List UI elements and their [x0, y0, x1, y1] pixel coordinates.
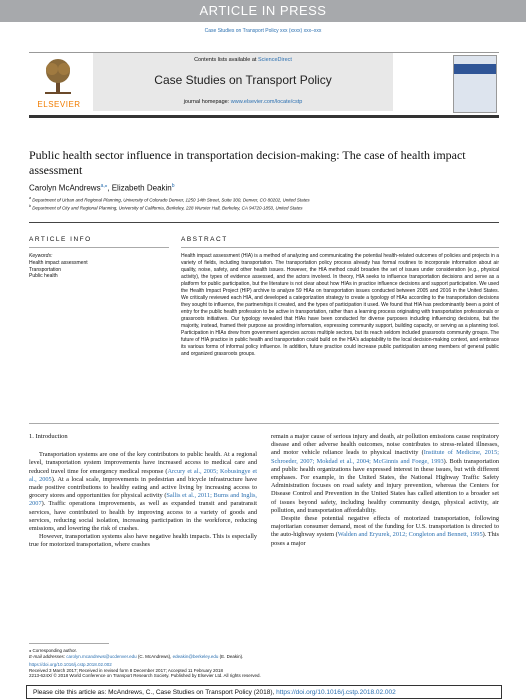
affiliation-text: Department of Urban and Regional Planning, University of Colorado Denver, 1250 14th Street, Suite 300, Denver, CO 80202, United States — [32, 197, 310, 203]
body-paragraph — [271, 515, 499, 548]
body-paragraph — [29, 451, 257, 533]
article-title: Public health sector influence in transportation decision-making: The case of health impact assessment — [29, 148, 466, 177]
header-divider — [29, 222, 499, 223]
author-list — [29, 183, 175, 193]
footnotes — [29, 648, 499, 679]
journal-masthead — [29, 52, 499, 118]
abstract-rule — [181, 247, 499, 248]
citation-link[interactable]: Arcury et al., 2005; Kobusingye et al., 2005 — [29, 467, 257, 483]
paragraph-text: remain a major cause of serious injury and death, air pollution emissions cause respiratory disease and other adverse health outcomes, noise contributes to stress-related illnesses, and motor vehicle reliance leads to physical inactivity ( — [271, 433, 499, 457]
elsevier-tree-icon — [43, 57, 73, 95]
keyword: Public health — [29, 273, 58, 279]
author-separator: , — [107, 183, 112, 193]
left-column-text — [29, 451, 257, 549]
abstract-heading: ABSTRACT — [181, 236, 228, 243]
cover-band — [454, 64, 496, 74]
affiliation — [29, 196, 499, 203]
contents-prefix: Contents lists available at — [194, 57, 257, 63]
publisher-name: ELSEVIER — [37, 100, 81, 109]
abstract-bottom-rule — [29, 423, 499, 424]
paragraph-text: Despite these potential negative effects of motorized transportation, following majoritarian consumer demand, most of the funding for U.S. transportation is directed to the auto-highway system ( — [271, 515, 499, 539]
email-label: E-mail addresses: — [29, 653, 66, 659]
email-link[interactable]: carolyn.mcandrews@ucdenver.edu — [66, 653, 137, 659]
author-name[interactable]: Carolyn McAndrews — [29, 183, 101, 193]
corresponding-author-note: ⁎ Corresponding author. — [29, 648, 78, 653]
article-info-rule — [29, 247, 169, 248]
paragraph-text: ). Both transportation and public health organizations have expressed interest in these issues, but with different emphases. For example, in the United States, the National Highway Traffic Safety Administration focuses on road safety and injury prevention, whereas the Centers for Disease Control and Prevention in the United States has called attention to a broader set of issues beyond safety, including healthy community design, physical activity, air pollution, and transportation affordability. — [271, 457, 500, 514]
contents-available — [93, 57, 393, 63]
journal-title: Case Studies on Transport Policy — [154, 73, 332, 87]
homepage-label: journal homepage: — [183, 99, 230, 105]
abstract-text: Health impact assessment (HIA) is a method of analyzing and communicating the potential health-related outcomes of policies and projects in a variety of fields, including transportation. The transportation policy process already has formal routines to incorporate information about air quality, noise, safety, and other health issues. However, the HIA method could broaden the set of issues under consideration (e.g., physical activity), the types of evidence assessed, and the actors involved. In theory, HIA seeks to influence transportation decisions and serve as a platform for public participation, but the literature is not clear about how HIAs in practice influence decisions and support participation. We used the Health Impact Project (HIP) archive to analyze 59 HIAs on transportation issues conducted between 2005 and 2016 in the United States. We critically reviewed each HIA, and developed a categorization strategy to create a typology of HIAs according to the transportation decisions they sought to influence, the partnerships it created, and the types of participation it used. We found that HIA has predominantly been a point of entry for the public health profession to be active in transportation, rather than a learning process originating with transportation professionals or grassroots initiatives. Our typology revealed that HIAs have been conducted for diverse purposes including influencing decisions, but the majority, instead, framed their purpose as providing information, expressing community support, building capacity, or serving as a planning tool. Participation in HIAs drew from government agencies across multiple sectors, but its reach seldom included grassroots community groups. The future of HIA practice in public health and transportation could build on the HIA's adaptability to the local decision-making context, and embrace its various forms of informal policy influence. In addition, future practice could increase public participation among members of general public and organized grassroots groups. — [181, 253, 499, 357]
affiliation-mark: b — [29, 204, 31, 208]
article-in-press-banner: ARTICLE IN PRESS — [0, 0, 526, 22]
email-link[interactable]: edeakin@berkeley.edu — [172, 653, 219, 659]
right-column-text — [271, 433, 499, 548]
issn-copyright: 2213-624X/ © 2018 World Conference on Transport Research Society. Published by Elsevier Ltd. All rights reserved. — [29, 673, 261, 678]
article-info-heading: ARTICLE INFO — [29, 236, 92, 243]
email-owner: (E. Deakin). — [218, 653, 244, 659]
cite-this-article-box — [26, 685, 502, 699]
elsevier-logo[interactable] — [29, 55, 89, 111]
author-name[interactable]: Elizabeth Deakin — [111, 183, 172, 193]
introduction-heading: 1. Introduction — [29, 433, 68, 440]
journal-homepage — [93, 99, 393, 105]
body-paragraph — [271, 433, 499, 515]
affiliation-mark: a — [29, 196, 31, 200]
keyword: Transportation — [29, 266, 62, 273]
cite-doi-link[interactable]: https://doi.org/10.1016/j.cstp.2018.02.002 — [276, 689, 396, 696]
paragraph-text: However, transportation systems also have negative health impacts. This is especially true for motorized transportation, where crashes — [29, 533, 257, 549]
paragraph-text: ). Traffic operations improvements, as well as expanded transit and paratransit services, have contributed to health by improving access to a variety of goods and services, reducing social isolation, increasing participation in the workforce, reducing emissions, and lowering the risk of crashes. — [29, 500, 257, 533]
affiliation-text: Department of City and Regional Planning, University of California, Berkeley, 228 Wurster Hall, Berkeley, CA 94720-1850, United States — [32, 205, 303, 211]
keywords-label: Keywords: — [29, 253, 53, 259]
homepage-link[interactable]: www.elsevier.com/locate/cstp — [230, 99, 303, 105]
paragraph-text: Transportation systems are one of the key contributors to public health. At a regional level, transportation system improvements have increased access to medical care and reduced travel time for emergency medical response ( — [29, 451, 257, 475]
cite-prefix: Please cite this article as: McAndrews, C., Case Studies on Transport Policy (2018), — [33, 689, 277, 696]
keywords-list — [29, 260, 88, 280]
email-owner: (C. McAndrews), — [136, 653, 173, 659]
body-paragraph — [29, 533, 257, 549]
received-dates: Received 3 March 2017; Received in revised form 8 December 2017; Accepted 11 February 2018 — [29, 667, 224, 673]
citation-link[interactable]: Institute of Medicine, 2015; Schroeder, 2007; Mokdad et al., 2004; McGinnis and Foege, 1993 — [271, 449, 500, 465]
citation-link[interactable]: Sallis et al., 2011; Burns and Inglis, 2007 — [29, 492, 257, 508]
paragraph-text: ). This poses a major — [271, 531, 499, 547]
body-left-column — [29, 433, 257, 550]
affiliation — [29, 204, 499, 211]
body-right-column — [271, 433, 499, 548]
footnote-rule — [29, 643, 109, 644]
journal-cover-thumbnail[interactable] — [453, 55, 497, 113]
masthead-center — [93, 53, 393, 111]
citation-link[interactable]: Walden and Eryurek, 2012; Congleton and Bennett, 1995 — [337, 531, 483, 539]
author-marks[interactable]: b — [171, 183, 175, 189]
sciencedirect-link[interactable]: ScienceDirect — [257, 57, 292, 63]
author-marks[interactable]: a,⁎ — [100, 183, 108, 189]
journal-citation-line[interactable]: Case Studies on Transport Policy xxx (xxxx) xxx–xxx — [204, 28, 322, 34]
keyword: Health impact assessment — [29, 260, 88, 266]
paragraph-text: ). At a local scale, improvements in pedestrian and bicycle infrastructure have made positive contributions to healthy eating and active living by increasing access to grocery stores and opportunities for physical activity ( — [29, 475, 257, 500]
doi-link[interactable]: https://doi.org/10.1016/j.cstp.2018.02.002 — [29, 662, 112, 667]
